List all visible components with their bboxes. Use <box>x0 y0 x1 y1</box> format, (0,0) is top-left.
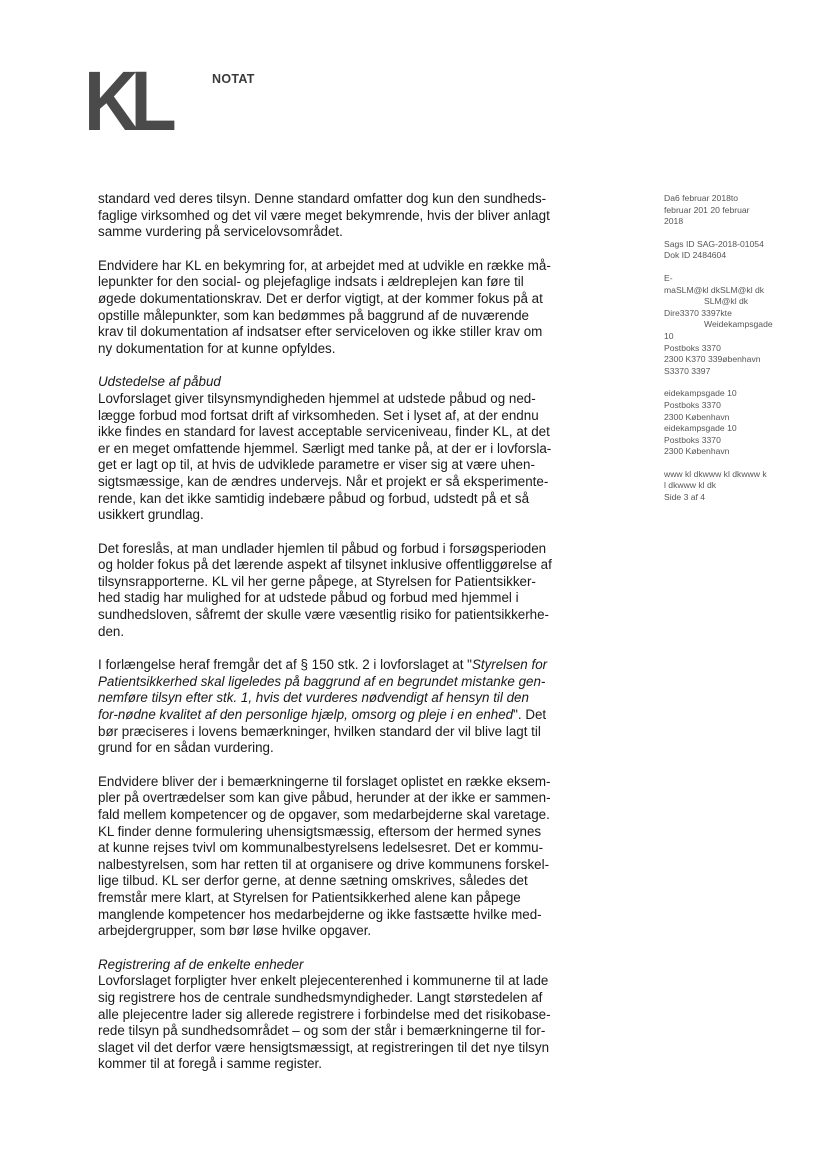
case-id-line: Sags ID SAG-2018-01054 <box>664 238 764 249</box>
date-block <box>664 193 794 228</box>
quote-intro: I forlængelse heraf fremgår det af § 150 stk. 2 i lovforslaget at " <box>98 657 472 673</box>
address-line: eidekampsgade 10 <box>664 388 737 399</box>
contact-block <box>664 273 794 377</box>
quote-outro: ". Det bør præciseres i lovens bemærkninger, hvilken standard der vil blive lagt til grund for en sådan vurdering. <box>98 707 547 756</box>
address-block <box>664 388 794 458</box>
web-line: www kl dkwww kl dkwww k <box>664 468 767 479</box>
contact-line: E- <box>664 272 673 283</box>
date-line: 2018 <box>664 216 684 227</box>
section-heading: Udstedelse af påbud <box>98 374 221 390</box>
paragraph: Lovforslaget forpligter hver enkelt plejecenterenhed i kommunerne til at lade sig registrere hos de centrale sundhedsmyndigheder. Langt størstedelen af alle plejecentre lader sig allerede registrere i forbindelse med det risikobase-rede tilsyn på sundhedsområdet – og som der står i bemærkningerne til for-slaget vil det derfor være hensigtsmæssigt, at registreringen til det nye tilsyn kommer til at foregå i samme register. <box>98 973 551 1072</box>
case-id-block <box>664 239 794 262</box>
paragraph: standard ved deres tilsyn. Denne standard omfatter dog kun den sundheds-faglige virksomhed og det vil være meget bekymrende, hvis der bliver anlagt samme vurdering på servicelovsområdet. <box>98 191 550 240</box>
date-line: februar 201 20 februar <box>664 204 750 215</box>
address-line: 2300 København <box>664 411 730 422</box>
address-line: 2300 København <box>664 446 730 457</box>
address-line: Postboks 3370 <box>664 434 721 445</box>
web-line: l dkwww kl dk <box>664 480 717 491</box>
address-line: 10 <box>664 330 674 341</box>
address-line: 2300 K370 339øbenhavn <box>664 354 761 365</box>
page-number: Side 3 af 4 <box>664 492 706 503</box>
paragraph: Lovforslaget giver tilsynsmyndigheden hjemmel at udstede påbud og ned-lægge forbud mod fortsat drift af virksomheden. Set i lyset af, at der endnu ikke findes en standard for lavest acceptable serviceniveau, finder KL, at det er en meget omfattende hjemmel. Særligt med tanke på, at der er i lovforsla-get er lagt op til, at hvis de udviklede parametre er viser sig at være uhen-sigtsmæssige, kan de ændres undervejs. Når et projekt er så eksperimente-rende, kan det ikke samtidig indebære påbud og forbud, udstedt på et så usikkert grundlag. <box>98 390 552 523</box>
doc-id-line: Dok ID 2484604 <box>664 250 727 261</box>
paragraph: Det foreslås, at man undlader hjemlen til påbud og forbud i forsøgsperioden og holder fokus på det lærende aspekt af tilsynet inklusive offentliggørelse af tilsynsrapporterne. KL vil her gerne påpege, at Styrelsen for Patientsikker-hed stadig har mulighed for at udstede påbud og forbud med hjemmel i sundhedsloven, såfremt der skulle være væsentlig risiko for patientsikkerhe-den. <box>98 540 552 639</box>
document-body <box>98 191 552 1090</box>
paragraph: Endvidere har KL en bekymring for, at arbejdet med at udvikle en række må-lepunkter for den social- og plejefaglige indsats i ældreplejen kan føre til øgede dokumentationskrav. Det er derfor vigtigt, at der kommer fokus på at opstille målepunkter, som kan bedømmes på baggrund af de nuværende krav til dokumentation af indsatser efter serviceloven og ikke stiller krav om ny dokumentation for at kunne opfyldes. <box>98 257 551 356</box>
address-line: eidekampsgade 10 <box>664 423 737 434</box>
email-line: SLM@kl dk <box>704 296 749 307</box>
date-line: Da6 februar 2018to <box>664 193 739 203</box>
phone-line: Dire3370 3397kte <box>664 307 732 318</box>
phone-line: S3370 3397 <box>664 365 711 376</box>
section-heading: Registrering af de enkelte enheder <box>98 956 304 972</box>
address-line: Postboks 3370 <box>664 342 721 353</box>
quoted-law-text: Styrelsen for Patientsikkerhed skal ligeledes på baggrund af en begrundet mistanke gen-nemføre tilsyn efter stk. 1, hvis det vurderes nødvendigt af hensyn til den for-nødne kvalitet af den personlige hjælp, omsorg og pleje i en enhed <box>98 657 548 723</box>
paragraph-quote <box>98 657 552 757</box>
address-line: Weidekampsgade <box>704 319 773 330</box>
web-block <box>664 469 794 504</box>
kl-logo: KL <box>84 54 169 148</box>
email-line: maSLM@kl dkSLM@kl dk <box>664 284 765 295</box>
document-type-label: NOTAT <box>212 72 255 86</box>
paragraph: Endvidere bliver der i bemærkningerne til forslaget oplistet en række eksem-pler på overtrædelser som kan give påbud, herunder at der ikke er sammen-fald mellem kompetencer og de opgaver, som medarbejderne skal varetage. KL finder denne formulering uhensigtsmæssig, eftersom der hermed synes at kunne rejses tvivl om kommunalbestyrelsens ledelsesret. Det er kommu-nalbestyrelsen, som har retten til at organisere og drive kommunens forskel-lige tilbud. KL ser derfor gerne, at denne sætning omskrives, således det fremstår mere klart, at Styrelsen for Patientsikkerhed alene kan påpege manglende kompetencer hos medarbejderne og ikke fastsætte hvilke med-arbejdergrupper, som bør løse hvilke opgaver. <box>98 773 551 939</box>
sidebar-metadata <box>664 193 794 515</box>
address-line: Postboks 3370 <box>664 399 721 410</box>
